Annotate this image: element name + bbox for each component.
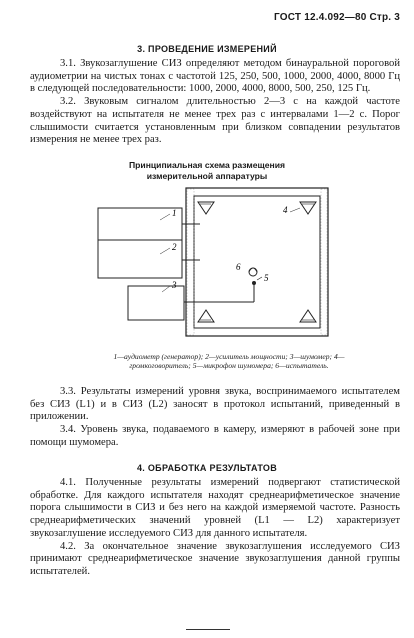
paragraph-3-3: 3.3. Результаты измерений уровня звука, воспринимаемого испытателем без СИЗ (L1) и в СИЗ (L2) заносят в протокол испытаний, приведенный в приложении. xyxy=(30,386,400,423)
paragraph-3-2: 3.2. Звуковым сигналом длительностью 2—3 с на каждой частоте воздействуют на испытателя не менее трех раз с интервалами 1—2 с. Порог слышимости считается установленным при близком совпадении результатов измерения не менее трех раз. xyxy=(30,96,400,146)
label-1: 1 xyxy=(172,208,177,218)
section-3-body xyxy=(30,58,400,147)
figure-legend: 1—аудиометр (генератор); 2—усилитель мощности; 3—шумомер; 4—громкоговоритель; 5—микрофон шумомера; 6—испытатель. xyxy=(113,352,345,371)
section-3-title: 3. ПРОВЕДЕНИЕ ИЗМЕРЕНИЙ xyxy=(137,44,277,54)
paragraph-4-2: 4.2. За окончательное значение звукозаглушения исследуемого СИЗ принимают среднеарифметическое значение звукозаглушения данной группы испытателей. xyxy=(30,540,400,577)
label-5: 5 xyxy=(264,273,269,283)
audiometer-and-amplifier-box xyxy=(98,208,182,278)
label-3: 3 xyxy=(172,280,177,290)
label-2: 2 xyxy=(172,242,177,252)
equipment-layout-diagram xyxy=(90,180,335,350)
speaker-bottom-right-icon xyxy=(300,310,316,322)
chamber-inner-wall xyxy=(194,196,320,328)
paragraph-4-1: 4.1. Полученные результаты измерений подвергают статистической обработке. Для каждого испытателя находят среднеарифметическое значение порога слышимости в СИЗ и без него на каждой измеряемой частоте. Разность среднеарифметических значений уровней (L1 — L2) характеризует звукозаглушение исследуемого СИЗ для данного испытателя. xyxy=(30,477,400,539)
sound-level-meter-box xyxy=(128,286,184,320)
page-header: ГОСТ 12.4.092—80 Стр. 3 xyxy=(274,12,400,23)
label-6: 6 xyxy=(236,262,241,272)
microphone-icon xyxy=(252,281,256,285)
section-3-continued xyxy=(30,386,400,450)
figure-title-line-2: измерительной аппаратуры xyxy=(146,171,268,181)
speaker-top-left-icon xyxy=(198,202,214,214)
end-rule xyxy=(186,629,230,630)
figure-title-line-1: Принципиальная схема размещения xyxy=(129,160,285,170)
section-4-body xyxy=(30,477,400,579)
paragraph-3-1: 3.1. Звукозаглушение СИЗ определяют методом бинауральной пороговой аудиометрии на чистых тонах с частотой 125, 250, 500, 1000, 2000, 4000, 8000 Гц в следующей последовательности: 1000, 2000, 4000, 8000, 500, 250, 125 Гц. xyxy=(30,58,400,95)
paragraph-3-4: 3.4. Уровень звука, подаваемого в камеру, измеряют в рабочей зоне при помощи шумомера. xyxy=(30,424,400,448)
speaker-top-right-icon xyxy=(300,202,316,214)
listener-position-icon xyxy=(249,268,257,276)
label-4: 4 xyxy=(283,205,288,215)
chamber-outer-wall xyxy=(186,188,328,336)
speaker-bottom-left-icon xyxy=(198,310,214,322)
section-4-title: 4. ОБРАБОТКА РЕЗУЛЬТАТОВ xyxy=(136,463,278,473)
